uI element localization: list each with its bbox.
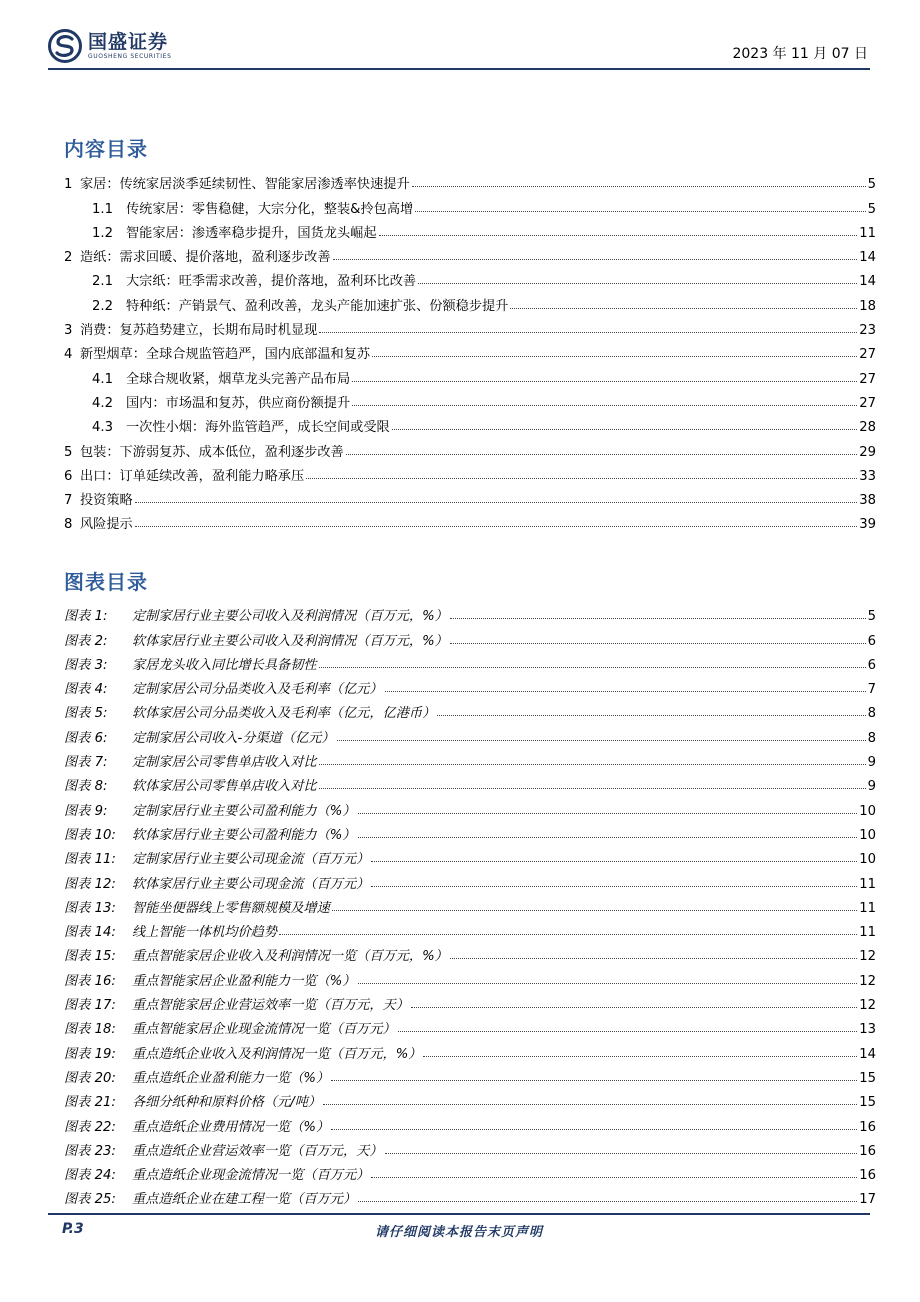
content-toc-entry[interactable] [64,411,876,435]
dot-leader [358,836,858,838]
entry-title: 定制家居公司收入-分渠道（亿元） [132,730,335,746]
content-toc-entry[interactable] [64,314,876,338]
disclaimer-note: 请仔细阅读本报告末页声明 [374,1225,543,1240]
entry-page: 11 [859,225,876,241]
entry-title: 家居龙头收入同比增长具备韧性 [132,657,317,673]
entry-page: 10 [859,827,876,843]
entry-title: 新型烟草：全球合规监管趋严，国内底部温和复苏 [80,347,371,363]
dot-leader [352,380,857,382]
report-date: 2023 年 11 月 07 日 [732,46,868,62]
entry-number: 图表 13: [64,900,116,916]
entry-number: 图表 20: [64,1070,116,1086]
dot-leader [135,525,857,527]
dot-leader [385,1152,858,1154]
entry-title: 线上智能一体机均价趋势 [132,925,278,941]
dot-leader [135,501,857,503]
dot-leader [323,1103,857,1105]
dot-leader [423,1055,857,1057]
dot-leader [371,860,857,862]
entry-title: 传统家居：零售稳健，大宗分化，整装&拎包高增 [126,201,414,217]
figure-toc-entry[interactable] [64,1159,876,1183]
content-toc-entry[interactable] [64,508,876,532]
dot-leader [412,185,866,187]
entry-number: 图表 22: [64,1119,116,1135]
content-toc-entry[interactable] [64,217,876,241]
entry-number: 1.1 [92,201,113,217]
entry-page: 5 [867,201,876,217]
dot-leader [450,642,866,644]
content-toc-entry[interactable] [64,289,876,313]
entry-page: 7 [867,682,876,698]
entry-number: 3 [64,323,73,339]
entry-title: 特种纸：产销景气、盈利改善，龙头产能加速扩张、份额稳步提升 [126,298,509,314]
content-toc-entry[interactable] [64,192,876,216]
dot-leader [411,1006,857,1008]
entry-title: 重点造纸企业现金流情况一览（百万元） [132,1168,370,1184]
page-header [48,26,870,70]
entry-title: 重点造纸企业费用情况一览（%） [132,1119,330,1135]
content-toc-entry[interactable] [64,241,876,265]
figure-toc-entry[interactable] [64,1086,876,1110]
figure-toc-list [64,600,876,1207]
dot-leader [450,617,866,619]
content-toc-entry[interactable] [64,460,876,484]
dot-leader [437,714,865,716]
dot-leader [319,787,866,789]
figure-toc-entry[interactable] [64,673,876,697]
dot-leader [332,909,857,911]
entry-page: 6 [867,657,876,673]
entry-title: 重点造纸企业在建工程一览（百万元） [132,1192,357,1208]
entry-number: 图表 10: [64,827,116,843]
entry-number: 4.1 [92,371,113,387]
dot-leader [450,957,857,959]
entry-number: 图表 24: [64,1168,116,1184]
entry-page: 28 [859,420,876,436]
entry-title: 出口：订单延续改善，盈利能力略承压 [80,468,305,484]
entry-page: 9 [867,755,876,771]
entry-title: 重点智能家居企业营运效率一览（百万元，天） [132,998,409,1014]
entry-title: 投资策略 [80,493,133,509]
entry-page: 11 [859,925,876,941]
entry-title: 智能坐便器线上零售额规模及增速 [132,900,330,916]
entry-page: 10 [859,803,876,819]
dot-leader [279,933,857,935]
entry-number: 图表 19: [64,1046,116,1062]
entry-page: 16 [859,1143,876,1159]
entry-page: 23 [859,323,876,339]
figure-toc-entry[interactable] [64,964,876,988]
entry-page: 33 [859,468,876,484]
dot-leader [418,282,857,284]
entry-page: 8 [867,730,876,746]
dot-leader [385,690,866,692]
dot-leader [331,1128,857,1130]
dot-leader [333,258,858,260]
entry-page: 13 [859,1022,876,1038]
content-toc-entry[interactable] [64,435,876,459]
figure-toc-entry[interactable] [64,843,876,867]
page-number: P.3 [62,1221,84,1237]
entry-page: 16 [859,1119,876,1135]
dot-leader [337,739,866,741]
entry-title: 各细分纸种和原料价格（元/吨） [132,1095,322,1111]
page-footer [48,1213,870,1243]
entry-page: 14 [859,1046,876,1062]
entry-page: 12 [859,949,876,965]
figure-toc-entry[interactable] [64,794,876,818]
logo-english-name: GUOSHENG SECURITIES [88,53,172,60]
figure-toc-entry[interactable] [64,600,876,624]
entry-number: 2 [64,250,73,266]
entry-title: 风险提示 [80,517,133,533]
entry-number: 1 [64,177,73,193]
figure-toc-entry[interactable] [64,697,876,721]
figure-toc-entry[interactable] [64,867,876,891]
entry-title: 重点智能家居企业盈利能力一览（%） [132,973,356,989]
entry-number: 2.1 [92,274,113,290]
dot-leader [371,885,857,887]
entry-number: 图表 15: [64,949,116,965]
entry-title: 包装：下游弱复苏、成本低位，盈利逐步改善 [80,444,344,460]
entry-page: 5 [867,177,876,193]
logo-chinese-name: 国盛证券 [88,31,169,53]
dot-leader [319,666,866,668]
entry-page: 15 [859,1095,876,1111]
entry-title: 定制家居公司零售单店收入对比 [132,755,317,771]
dot-leader [510,307,857,309]
entry-page: 11 [859,900,876,916]
figure-toc-entry[interactable] [64,746,876,770]
entry-number: 4.3 [92,420,113,436]
entry-title: 一次性小烟：海外监管趋严，成长空间或受限 [126,420,390,436]
dot-leader [306,477,857,479]
entry-title: 大宗纸：旺季需求改善，提价落地，盈利环比改善 [126,274,417,290]
figure-toc-entry[interactable] [64,819,876,843]
figure-toc-entry[interactable] [64,1183,876,1207]
dot-leader [358,812,858,814]
entry-page: 12 [859,998,876,1014]
entry-title: 消费：复苏趋势建立，长期布局时机显现 [80,323,318,339]
entry-number: 6 [64,468,73,484]
entry-title: 智能家居：渗透率稳步提升，国货龙头崛起 [126,225,377,241]
entry-title: 软体家居行业主要公司收入及利润情况（百万元，%） [132,633,448,649]
content-toc-entry[interactable] [64,484,876,508]
figure-toc-entry[interactable] [64,1110,876,1134]
entry-page: 27 [859,395,876,411]
entry-number: 图表 2: [64,633,108,649]
entry-number: 图表 1: [64,609,108,625]
entry-page: 18 [859,298,876,314]
entry-number: 8 [64,517,73,533]
figure-toc-entry[interactable] [64,624,876,648]
entry-number: 7 [64,493,73,509]
entry-number: 2.2 [92,298,113,314]
dot-leader [319,331,857,333]
figure-toc-entry[interactable] [64,649,876,673]
entry-title: 定制家居行业主要公司收入及利润情况（百万元，%） [132,609,448,625]
entry-title: 家居：传统家居淡季延续韧性、智能家居渗透率快速提升 [80,177,410,193]
entry-number: 图表 18: [64,1022,116,1038]
entry-number: 4.2 [92,395,113,411]
company-logo [48,28,171,64]
figure-toc-entry[interactable] [64,1062,876,1086]
entry-title: 造纸：需求回暖、提价落地，盈利逐步改善 [80,250,331,266]
dot-leader [352,404,857,406]
entry-number: 图表 8: [64,779,108,795]
content-toc-title: 内容目录 [64,137,148,161]
figure-toc-entry[interactable] [64,892,876,916]
entry-page: 38 [859,493,876,509]
dot-leader [358,1200,857,1202]
dot-leader [331,1079,857,1081]
entry-title: 国内：市场温和复苏，供应商份额提升 [126,395,351,411]
entry-title: 重点造纸企业收入及利润情况一览（百万元，%） [132,1046,422,1062]
entry-page: 8 [867,706,876,722]
entry-number: 图表 12: [64,876,116,892]
dot-leader [379,234,858,236]
guosheng-logo-icon [48,29,82,63]
entry-number: 图表 9: [64,803,108,819]
entry-page: 5 [867,609,876,625]
dot-leader [371,1176,857,1178]
entry-number: 图表 16: [64,973,116,989]
entry-page: 12 [859,973,876,989]
entry-number: 5 [64,444,73,460]
entry-page: 14 [859,250,876,266]
content-toc-entry[interactable] [64,387,876,411]
figure-toc-entry[interactable] [64,989,876,1013]
entry-page: 11 [859,876,876,892]
entry-number: 1.2 [92,225,113,241]
entry-number: 图表 4: [64,682,108,698]
entry-title: 定制家居公司分品类收入及毛利率（亿元） [132,682,383,698]
entry-number: 图表 5: [64,706,108,722]
entry-title: 重点智能家居企业收入及利润情况一览（百万元，%） [132,949,448,965]
figure-toc-entry[interactable] [64,1013,876,1037]
content-toc-entry[interactable] [64,265,876,289]
dot-leader [346,453,857,455]
dot-leader [372,355,857,357]
dot-leader [392,428,857,430]
content-toc-entry[interactable] [64,168,876,192]
entry-title: 全球合规收紧，烟草龙头完善产品布局 [126,371,351,387]
entry-number: 图表 21: [64,1095,116,1111]
dot-leader [415,210,865,212]
entry-page: 9 [867,779,876,795]
entry-page: 27 [859,371,876,387]
dot-leader [398,1030,857,1032]
figure-toc-entry[interactable] [64,1037,876,1061]
entry-page: 17 [859,1192,876,1208]
entry-title: 定制家居行业主要公司现金流（百万元） [132,852,370,868]
figure-toc-entry[interactable] [64,940,876,964]
figure-toc-title: 图表目录 [64,570,148,594]
dot-leader [319,763,866,765]
figure-toc-entry[interactable] [64,916,876,940]
entry-title: 软体家居行业主要公司盈利能力（%） [132,827,356,843]
figure-toc-entry[interactable] [64,1135,876,1159]
entry-page: 10 [859,852,876,868]
entry-page: 14 [859,274,876,290]
entry-title: 软体家居行业主要公司现金流（百万元） [132,876,370,892]
entry-title: 重点智能家居企业现金流情况一览（百万元） [132,1022,396,1038]
figure-toc-entry[interactable] [64,770,876,794]
content-toc-entry[interactable] [64,362,876,386]
entry-number: 图表 14: [64,925,116,941]
entry-number: 图表 6: [64,730,108,746]
entry-title: 重点造纸企业盈利能力一览（%） [132,1070,330,1086]
entry-page: 15 [859,1070,876,1086]
entry-number: 图表 23: [64,1143,116,1159]
entry-page: 6 [867,633,876,649]
entry-title: 软体家居公司分品类收入及毛利率（亿元，亿港币） [132,706,436,722]
entry-number: 4 [64,347,73,363]
entry-title: 定制家居行业主要公司盈利能力（%） [132,803,356,819]
content-toc-entry[interactable] [64,338,876,362]
dot-leader [358,982,858,984]
entry-number: 图表 25: [64,1192,116,1208]
entry-page: 16 [859,1168,876,1184]
entry-number: 图表 11: [64,852,116,868]
entry-title: 重点造纸企业营运效率一览（百万元，天） [132,1143,383,1159]
entry-number: 图表 7: [64,755,108,771]
content-toc-list [64,168,876,532]
entry-page: 39 [859,517,876,533]
figure-toc-entry[interactable] [64,721,876,745]
entry-number: 图表 3: [64,657,108,673]
entry-number: 图表 17: [64,998,116,1014]
entry-page: 29 [859,444,876,460]
entry-page: 27 [859,347,876,363]
entry-title: 软体家居公司零售单店收入对比 [132,779,317,795]
